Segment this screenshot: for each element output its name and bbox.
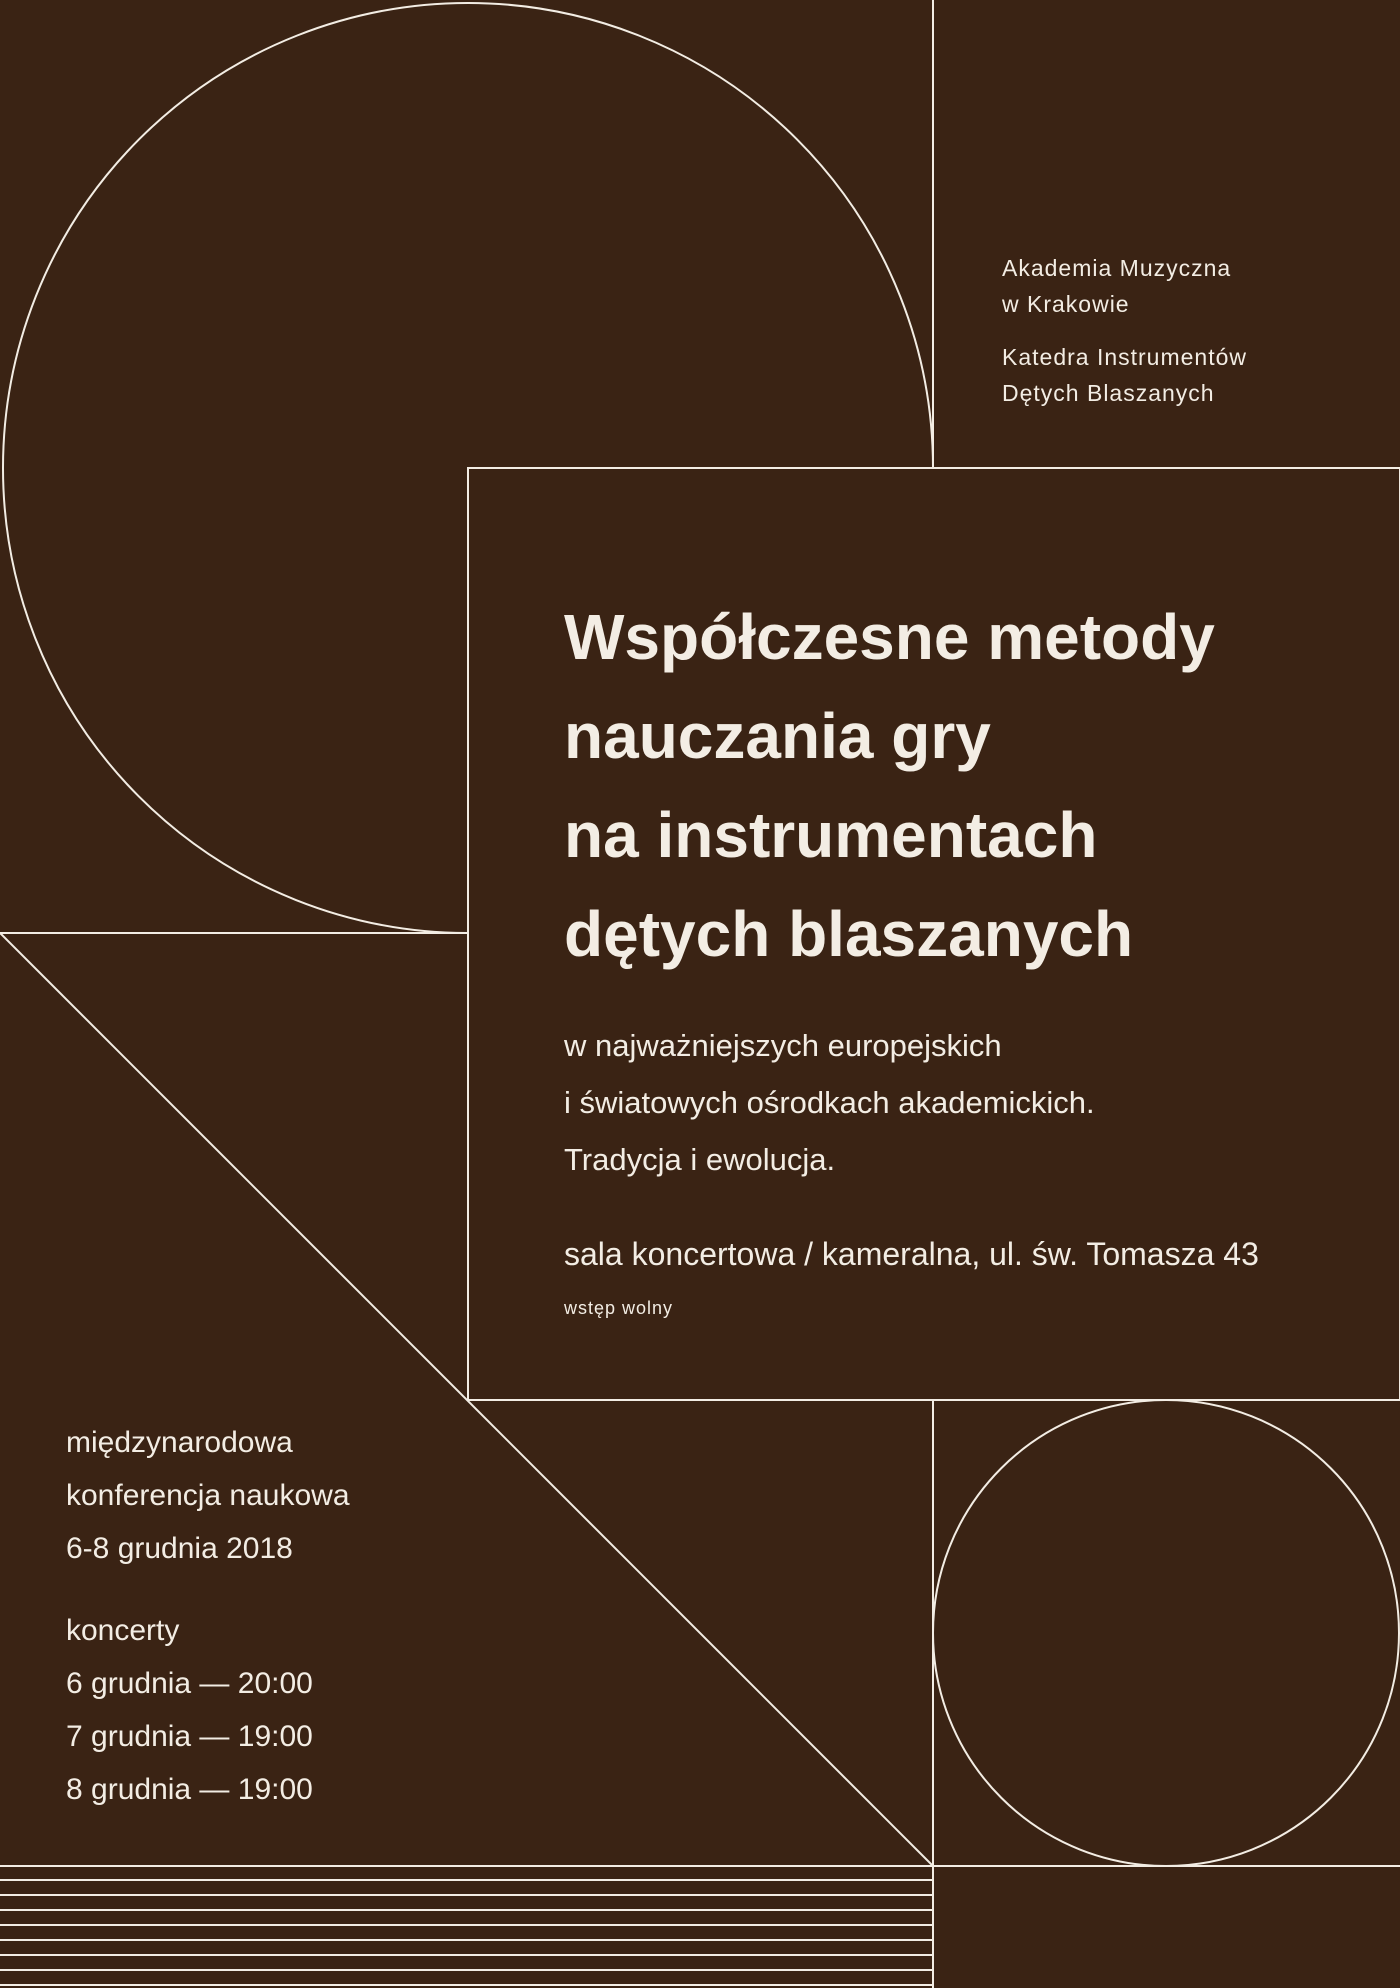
concerts-heading: koncerty <box>66 1614 180 1647</box>
concert-item: 7 grudnia — 19:00 <box>66 1720 313 1753</box>
entry-note: wstęp wolny <box>564 1298 674 1318</box>
institution-block <box>1002 250 1247 411</box>
department-name-line-2: Dętych Blaszanych <box>1002 380 1215 406</box>
title-line-1: Współczesne metody <box>564 601 1215 673</box>
stripe-lines <box>0 1880 933 1985</box>
title-line-3: na instrumentach <box>564 799 1098 871</box>
institution-name-line-1: Akademia Muzyczna <box>1002 255 1232 281</box>
subtitle-line-2: i światowych ośrodkach akademickich. <box>564 1085 1095 1120</box>
conference-info <box>66 1416 350 1575</box>
small-circle <box>933 1400 1399 1866</box>
institution-name-line-2: w Krakowie <box>1002 291 1130 317</box>
subtitle-line-1: w najważniejszych europejskich <box>564 1028 1002 1063</box>
conference-line-2: konferencja naukowa <box>66 1479 350 1512</box>
subtitle-line-3: Tradycja i ewolucja. <box>564 1142 836 1177</box>
title-line-2: nauczania gry <box>564 700 991 772</box>
department-name-line-1: Katedra Instrumentów <box>1002 344 1248 370</box>
concerts-list <box>66 1604 313 1816</box>
concert-item: 6 grudnia — 20:00 <box>66 1667 313 1700</box>
poster-subtitle <box>564 1017 1095 1188</box>
conference-dates: 6-8 grudnia 2018 <box>66 1532 293 1565</box>
conference-line-1: międzynarodowa <box>66 1426 293 1459</box>
poster-title <box>564 588 1215 984</box>
concert-item: 8 grudnia — 19:00 <box>66 1773 313 1806</box>
title-line-4: dętych blaszanych <box>564 898 1134 970</box>
venue-text: sala koncertowa / kameralna, ul. św. Tomasza 43 <box>564 1236 1259 1272</box>
